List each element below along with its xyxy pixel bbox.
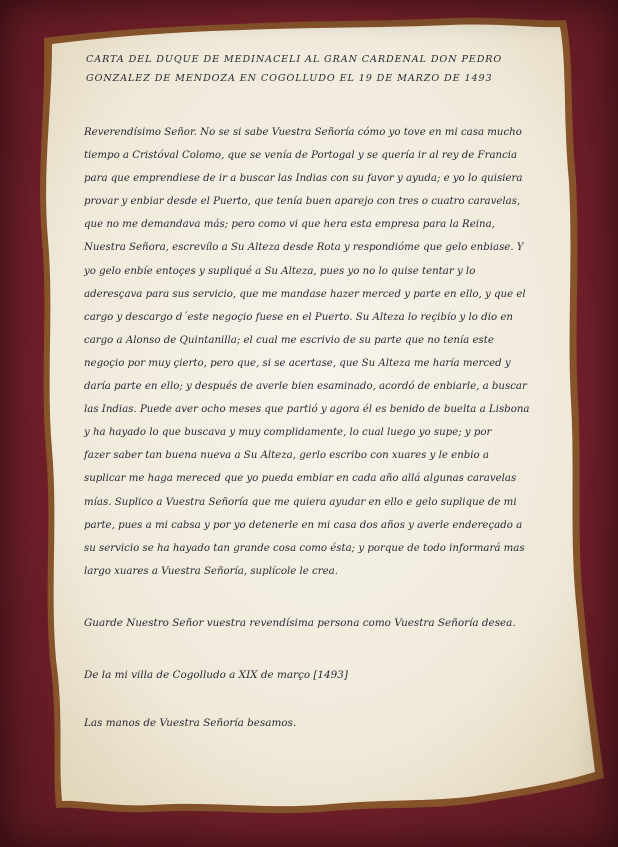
body-line: provar y enbiar desde el Puerto, que tenía buen aparejo con tres o cuatro caravelas, bbox=[84, 196, 521, 208]
letter-text bbox=[84, 50, 554, 729]
body-line: mías. Suplico a Vuestra Señoría que me quiera ayudar en ello e gelo suplique de mi bbox=[84, 496, 517, 508]
body-line: para que emprendiese de ir a buscar las Indias con su favor y ayuda; e yo lo quisiera bbox=[84, 173, 523, 185]
body-line: Reverendísimo Señor. No se si sabe Vuestra Señoría cómo yo tove en mi casa mucho bbox=[84, 127, 522, 138]
body-line: cargo a Alonso de Quintanilla; el cual me escrivio de su parte que no tenía este bbox=[84, 334, 494, 346]
body-line: aderesçava para sus servicio, que me mandase hazer merced y parte en ello, y que el bbox=[84, 288, 526, 300]
heading-line: CARTA DEL DUQUE DE MEDINACELI AL GRAN CARDENAL DON PEDRO bbox=[86, 54, 503, 65]
letter-body bbox=[84, 121, 554, 583]
body-line: suplicar me haga mereced que yo pueda embiar en cada año allá algunas caravelas bbox=[84, 473, 517, 485]
body-line: largo xuares a Vuestra Señoría, suplícole le crea. bbox=[84, 565, 338, 577]
body-line: parte, pues a mi cabsa y por yo detenerle en mi casa dos años y averle endereçado a bbox=[84, 519, 523, 531]
letter-dateline: De la mi villa de Cogolludo a XIX de março [1493] bbox=[84, 668, 348, 681]
letter-signoff: Las manos de Vuestra Señoría besamos. bbox=[84, 716, 297, 729]
body-line: y ha hayado lo que buscava y muy complidamente, lo cual luego yo supe; y por bbox=[84, 427, 492, 439]
body-line: cargo y descargo d´este negoçio fuese en el Puerto. Su Alteza lo reçibío y lo dio en bbox=[84, 311, 513, 323]
heading-line: GONZALEZ DE MENDOZA EN COGOLLUDO EL 19 DE MARZO DE 1493 bbox=[86, 73, 493, 84]
letter-heading bbox=[84, 50, 554, 88]
body-line: su servicio se ha hayado tan grande cosa como ésta; y porque de todo informará mas bbox=[84, 542, 525, 554]
body-line: daría parte en ello; y después de averle bien esaminado, acordó de enbiarle, a buscar bbox=[84, 381, 527, 393]
body-line: yo gelo enbíe entoçes y supliqué a Su Alteza, pues yo no lo quise tentar y lo bbox=[84, 265, 476, 277]
body-line: que no me demandava más; pero como vi que hera esta empresa para la Reina, bbox=[84, 219, 495, 231]
body-line: negoçio por muy çierto, pero que, si se acertase, que Su Alteza me haría merced y bbox=[84, 357, 511, 369]
body-line: Nuestra Señora, escrevílo a Su Alteza desde Rota y respondióme que gelo enbiase. Y bbox=[84, 242, 524, 254]
body-line: tiempo a Cristóval Colomo, que se venía de Portogal y se quería ir al rey de Francia bbox=[84, 150, 518, 162]
body-line: fazer saber tan buena nueva a Su Alteza, gerlo escribo con xuares y le enbio a bbox=[84, 450, 489, 462]
letter-closing: Guarde Nuestro Señor vuestra revendísima persona como Vuestra Señoría desea. bbox=[84, 616, 516, 629]
body-line: las Indias. Puede aver ocho meses que partió y agora él es benido de buelta a Lisbona bbox=[84, 404, 530, 416]
